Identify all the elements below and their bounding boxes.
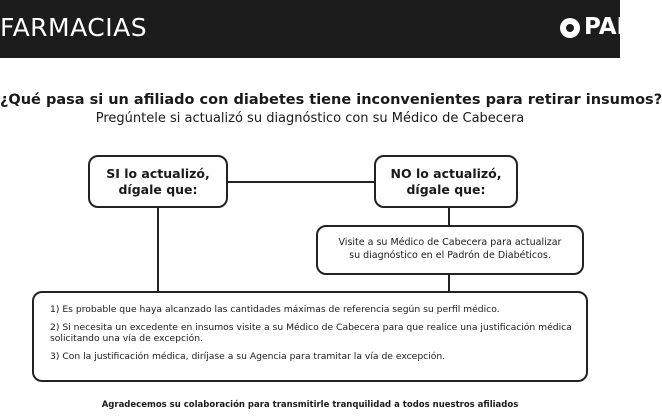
logo-circle-icon	[560, 18, 580, 38]
no-updated-box	[374, 155, 518, 208]
no-box-line2: dígale que:	[406, 182, 486, 197]
header-bar	[0, 0, 636, 58]
brand-logo-text: PAN	[584, 14, 636, 40]
visit-box-line2: su diagnóstico en el Padrón de Diabéticos.	[349, 249, 551, 261]
brand-farmacias: FARMACIAS	[0, 13, 148, 42]
steps-box	[32, 291, 588, 382]
subtitle: Pregúntele si actualizó su diagnóstico con su Médico de Cabecera	[95, 111, 525, 126]
step-3: 3) Con la justificación médica, diríjase a su Agencia para tramitar la vía de excepción.	[50, 350, 446, 362]
no-box-line1: NO lo actualizó,	[390, 166, 502, 181]
step-1: 1) Es probable que haya alcanzado las cantidades máximas de referencia según su perfil médico.	[50, 304, 500, 315]
connector-yes-down	[157, 208, 159, 291]
yes-box-line1: SI lo actualizó,	[106, 166, 210, 181]
connector-no-down	[448, 208, 450, 225]
yes-box-line2: dígale que:	[118, 182, 198, 197]
step-2: 2) Si necesita un excedente en insumos visite a su Médico de Cabecera para que realice una justificación médica solicitando una vía de excepción.	[50, 321, 572, 344]
visit-doctor-box	[316, 225, 584, 275]
connector-visit-down	[448, 275, 450, 291]
yes-updated-box	[88, 155, 228, 208]
connector-top-horizontal	[228, 181, 374, 183]
visit-box-line1: Visite a su Médico de Cabecera para actualizar	[338, 237, 562, 248]
main-question: ¿Qué pasa si un afiliado con diabetes tiene inconvenientes para retirar insumos?	[0, 92, 662, 108]
footer-thanks: Agradecemos su colaboración para transmitirle tranquilidad a todos nuestros afiliados	[101, 400, 519, 410]
